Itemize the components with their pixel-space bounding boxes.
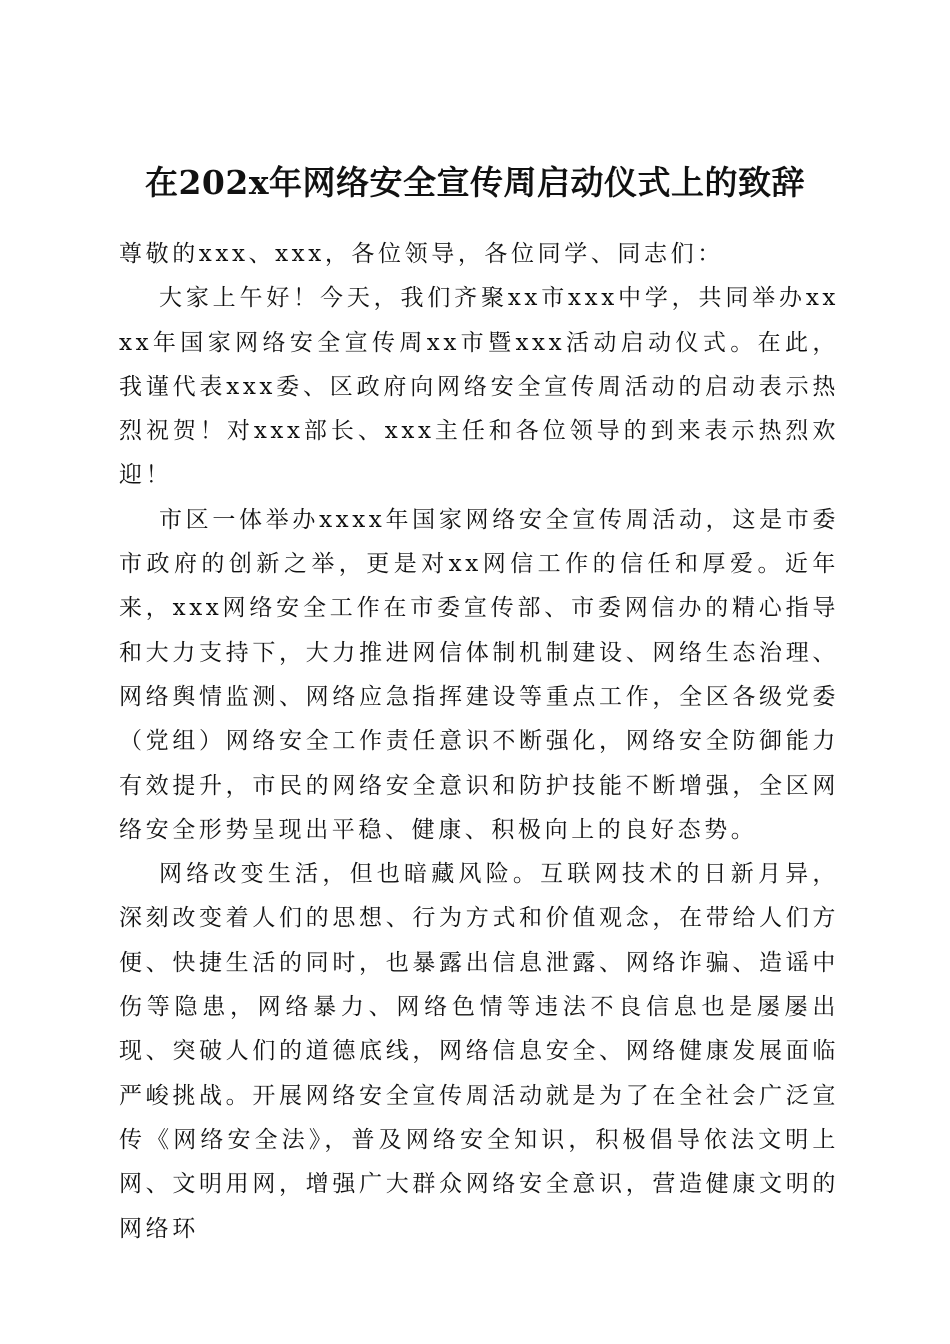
salutation: 尊敬的xxx、xxx，各位领导，各位同学、同志们： — [119, 241, 724, 267]
document-body — [119, 232, 839, 1251]
paragraph-achievements: 市区一体举办xxxx年国家网络安全宣传周活动，这是市委市政府的创新之举，更是对xx网信工作的信任和厚爱。近年来，xxx网络安全工作在市委宣传部、市委网信办的精心指导和大力支持下，大力推进网信体制机制建设、网络生态治理、网络舆情监测、网络应急指挥建设等重点工作，全区各级党委（党组）网络安全工作责任意识不断强化，网络安全防御能力有效提升，市民的网络安全意识和防护技能不断增强，全区网络安全形势呈现出平稳、健康、积极向上的良好态势。 — [119, 506, 839, 843]
paragraph-greeting: 大家上午好！今天，我们齐聚xx市xxx中学，共同举办xxxx年国家网络安全宣传周xx市暨xxx活动启动仪式。在此，我谨代表xxx委、区政府向网络安全宣传周活动的启动表示热烈祝贺！对xxx部长、xxx主任和各位领导的到来表示热烈欢迎！ — [119, 285, 839, 489]
document-title: 在202x年网络安全宣传周启动仪式上的致辞 — [144, 163, 806, 203]
paragraph-risks: 网络改变生活，但也暗藏风险。互联网技术的日新月异，深刻改变着人们的思想、行为方式和价值观念，在带给人们方便、快捷生活的同时，也暴露出信息泄露、网络诈骗、造谣中伤等隐患，网络暴力、网络色情等违法不良信息也是屡屡出现、突破人们的道德底线，网络信息安全、网络健康发展面临严峻挑战。开展网络安全宣传周活动就是为了在全社会广泛宣传《网络安全法》，普及网络安全知识，积极倡导依法文明上网、文明用网，增强广大群众网络安全意识，营造健康文明的网络环 — [119, 861, 839, 1242]
